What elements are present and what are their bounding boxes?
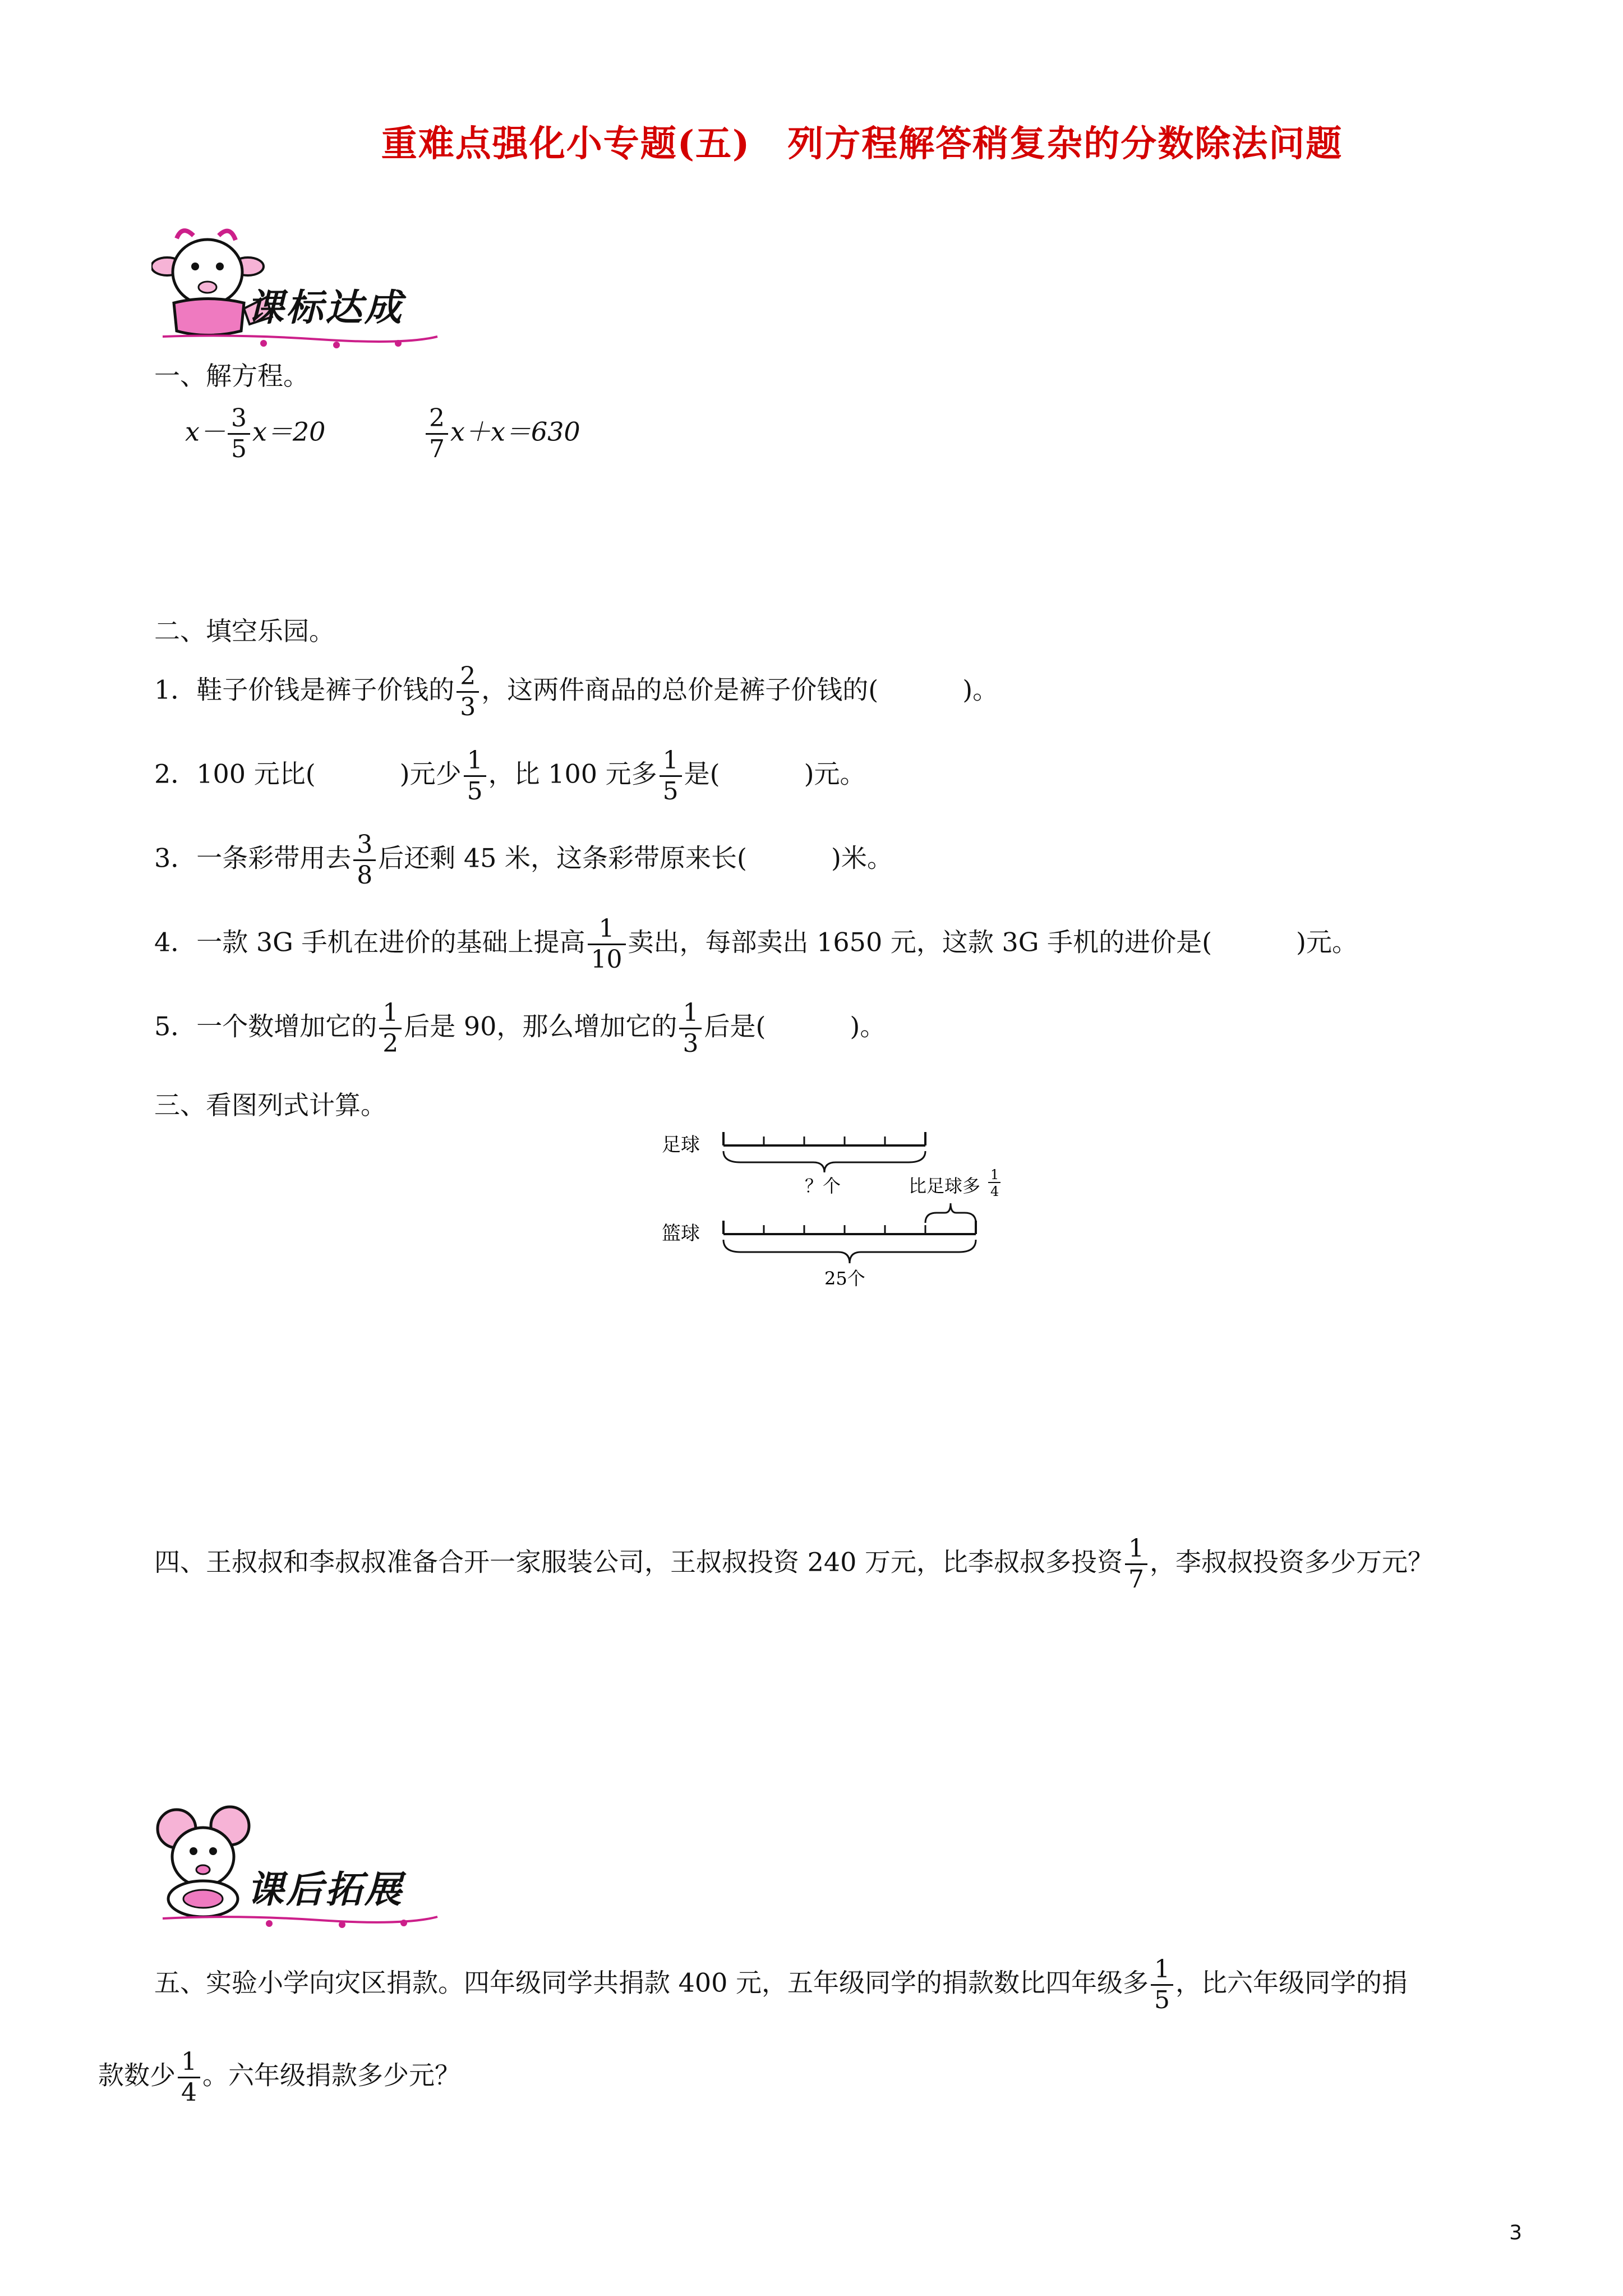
page-number: 3 [1509,2221,1522,2244]
diagram-unknown: ？个 [805,1175,841,1197]
fill-question-4: 4．一款 3G 手机在进价的基础上提高 $\frac{1}{10}$ 卖出，每部卖出 1650 元，这款 3G 手机的进价是( )元。 [154,914,1358,974]
section1-heading: 一、解方程。 [154,361,309,391]
section2-heading: 二、填空乐园。 [154,616,335,646]
diagram-label-football: 足球 [662,1134,700,1156]
badge-kebiao-label: 课标达成 [247,286,404,329]
section5-question-line2: 款数少 $\frac{1}{4}$ 。六年级捐款多少元？ [98,2047,460,2107]
fill-question-3: 3．一条彩带用去 $\frac{3}{8}$ 后还剩 45 米，这条彩带原来长( )米。 [154,830,893,890]
diagram-label-basketball: 篮球 [662,1222,700,1245]
fill-question-2: 2．100 元比( )元少 $\frac{1}{5}$ ，比 100 元多 $\frac{1}{5}$ 是( )元。 [154,746,866,806]
fill-question-5: 5．一个数增加它的 $\frac{1}{2}$ 后是 90，那么增加它的 $\frac{1}{3}$ 后是( )。 [154,999,886,1058]
page-title: 重难点强化小专题(五) 列方程解答稍复杂的分数除法问题 [381,123,1343,165]
badge-kehou-label: 课后拓展 [247,1868,404,1911]
badge-kebiao [151,224,443,353]
svg-text:4: 4 [990,1184,999,1199]
equation-2: $\frac{2}{7}$ x＋x＝630 [423,404,580,464]
fill-question-1: 1．鞋子价钱是裤子价钱的 $\frac{2}{3}$ ，这两件商品的总价是裤子价钱的( )。 [154,662,999,721]
equation-1: x－ $\frac{3}{5}$ x＝20 [185,404,326,463]
section3-heading: 三、看图列式计算。 [154,1090,386,1120]
diagram-total: 25个 [824,1268,865,1289]
section5-question-line1: 五、实验小学向灾区捐款。四年级同学共捐款 400 元，五年级同学的捐款数比四年级多 $\frac{1}{5}$ ，比六年级同学的捐 [154,1955,1408,2014]
line-segment-diagram [656,1116,1049,1301]
badge-kehou [151,1803,443,1932]
svg-text:1: 1 [990,1167,999,1182]
section4-question: 四、王叔叔和李叔叔准备合开一家服装公司，王叔叔投资 240 万元，比李叔叔多投资 $\frac{1}{7}$ ，李叔叔投资多少万元？ [154,1534,1434,1594]
diagram-more-text: 比足球多 [909,1175,981,1197]
